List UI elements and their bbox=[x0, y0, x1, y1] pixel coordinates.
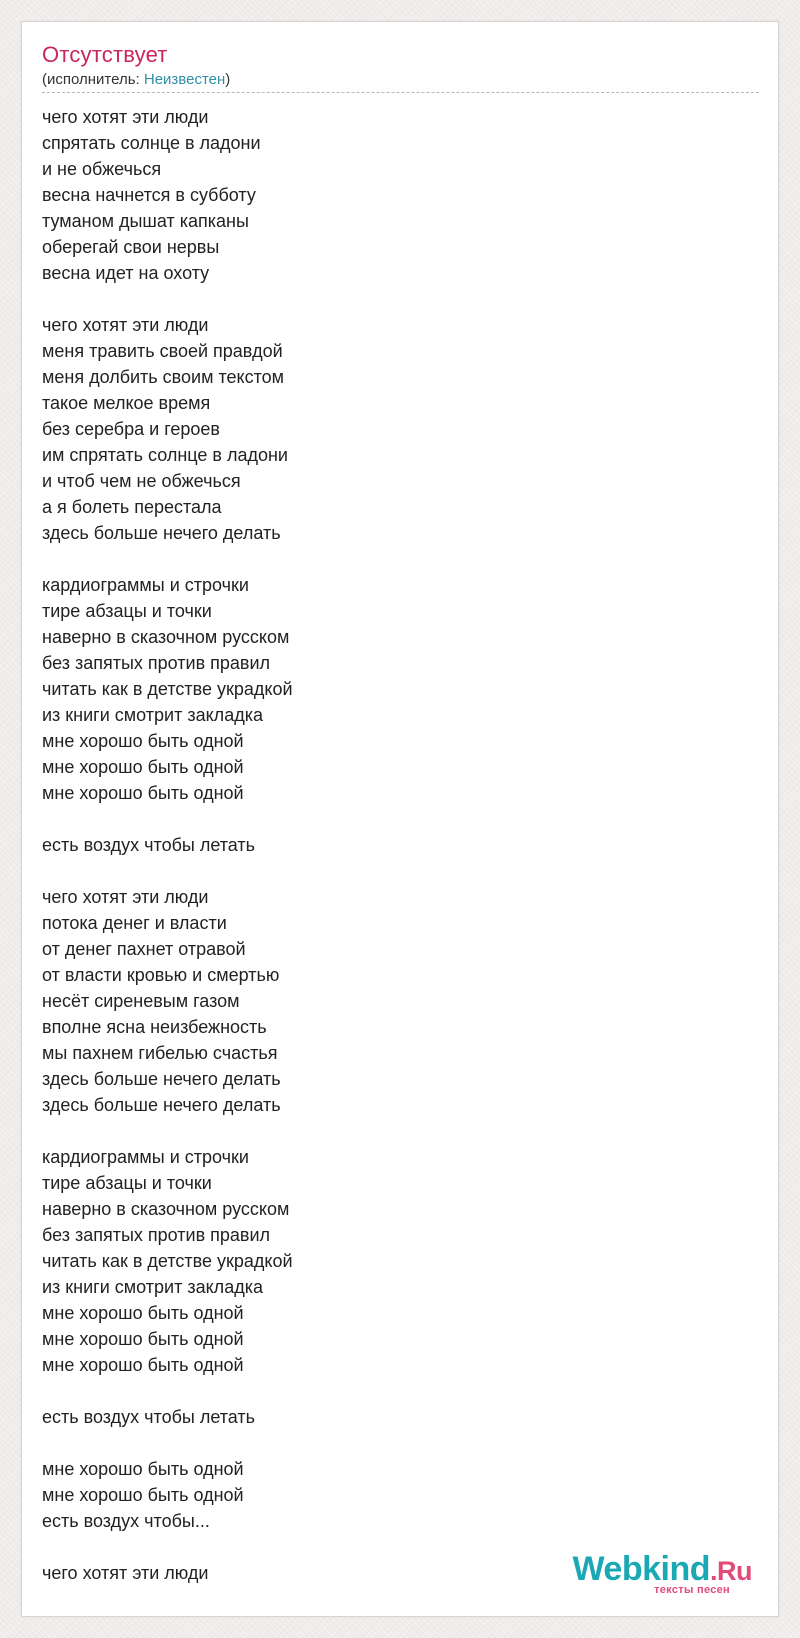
lyric-line: весна идет на охоту bbox=[42, 263, 210, 283]
lyric-line: кардиограммы и строчки bbox=[42, 575, 249, 595]
logo-tld: .Ru bbox=[710, 1556, 752, 1586]
lyrics-text bbox=[42, 104, 742, 1586]
lyric-line: из книги смотрит закладка bbox=[42, 705, 263, 725]
lyric-line: им спрятать солнце в ладони bbox=[42, 445, 288, 465]
artist-link[interactable]: Неизвестен bbox=[143, 71, 226, 88]
stanza-break bbox=[42, 546, 742, 572]
lyric-line: мне хорошо быть одной bbox=[42, 1485, 244, 1505]
stanza-break bbox=[42, 1378, 742, 1404]
lyric-line: весна начнется в субботу bbox=[42, 185, 256, 205]
lyric-line: из книги смотрит закладка bbox=[42, 1277, 263, 1297]
lyric-line: спрятать солнце в ладони bbox=[42, 133, 261, 153]
logo-subtitle: тексты песен bbox=[654, 1584, 730, 1596]
artist-line bbox=[42, 71, 759, 93]
lyric-line: наверно в сказочном русском bbox=[42, 1199, 290, 1219]
lyric-line: чего хотят эти люди bbox=[42, 1563, 209, 1583]
lyric-line: без запятых против правил bbox=[42, 1225, 271, 1245]
lyric-line: и не обжечься bbox=[42, 159, 162, 179]
logo-wordmark bbox=[572, 1552, 752, 1588]
stanza-break bbox=[42, 1430, 742, 1456]
lyric-line: наверно в сказочном русском bbox=[42, 627, 290, 647]
lyric-line: здесь больше нечего делать bbox=[42, 1069, 281, 1089]
stanza-break bbox=[42, 1118, 742, 1144]
lyric-line: оберегай свои нервы bbox=[42, 237, 220, 257]
lyric-line: есть воздух чтобы летать bbox=[42, 835, 256, 855]
lyric-line: меня травить своей правдой bbox=[42, 341, 283, 361]
lyric-line: туманом дышат капканы bbox=[42, 211, 249, 231]
webkind-logo bbox=[562, 1552, 752, 1596]
lyric-line: читать как в детстве украдкой bbox=[42, 679, 293, 699]
lyric-line: есть воздух чтобы... bbox=[42, 1511, 210, 1531]
lyric-line: читать как в детстве украдкой bbox=[42, 1251, 293, 1271]
lyric-line: мне хорошо быть одной bbox=[42, 731, 244, 751]
lyric-line: кардиограммы и строчки bbox=[42, 1147, 249, 1167]
lyric-line: тире абзацы и точки bbox=[42, 1173, 212, 1193]
stanza-break bbox=[42, 806, 742, 832]
lyric-line: здесь больше нечего делать bbox=[42, 523, 281, 543]
lyrics-card bbox=[21, 21, 779, 1617]
artist-suffix: ) bbox=[225, 71, 231, 88]
artist-prefix: (исполнитель: bbox=[42, 71, 144, 88]
lyric-line: меня долбить своим текстом bbox=[42, 367, 285, 387]
lyric-line: несёт сиреневым газом bbox=[42, 991, 240, 1011]
lyric-line: тире абзацы и точки bbox=[42, 601, 212, 621]
lyric-line: мне хорошо быть одной bbox=[42, 1459, 244, 1479]
lyric-line: потока денег и власти bbox=[42, 913, 227, 933]
lyric-line: без запятых против правил bbox=[42, 653, 271, 673]
lyric-line: мне хорошо быть одной bbox=[42, 1303, 244, 1323]
lyric-line: от денег пахнет отравой bbox=[42, 939, 246, 959]
lyric-line: от власти кровью и смертью bbox=[42, 965, 280, 985]
lyric-line: мне хорошо быть одной bbox=[42, 783, 244, 803]
lyric-line: чего хотят эти люди bbox=[42, 315, 209, 335]
stanza-break bbox=[42, 286, 742, 312]
lyric-line: и чтоб чем не обжечься bbox=[42, 471, 241, 491]
lyric-line: а я болеть перестала bbox=[42, 497, 222, 517]
lyric-line: мне хорошо быть одной bbox=[42, 757, 244, 777]
lyric-line: без серебра и героев bbox=[42, 419, 220, 439]
lyric-line: мы пахнем гибелью счастья bbox=[42, 1043, 278, 1063]
lyric-line: мне хорошо быть одной bbox=[42, 1355, 244, 1375]
lyric-line: чего хотят эти люди bbox=[42, 887, 209, 907]
lyric-line: здесь больше нечего делать bbox=[42, 1095, 281, 1115]
logo-brand: Webkind bbox=[572, 1550, 710, 1588]
lyric-line: вполне ясна неизбежность bbox=[42, 1017, 267, 1037]
song-title: Отсутствует bbox=[42, 42, 168, 67]
lyric-line: такое мелкое время bbox=[42, 393, 211, 413]
stanza-break bbox=[42, 858, 742, 884]
lyric-line: мне хорошо быть одной bbox=[42, 1329, 244, 1349]
song-header bbox=[42, 42, 759, 93]
lyric-line: чего хотят эти люди bbox=[42, 107, 209, 127]
lyric-line: есть воздух чтобы летать bbox=[42, 1407, 256, 1427]
